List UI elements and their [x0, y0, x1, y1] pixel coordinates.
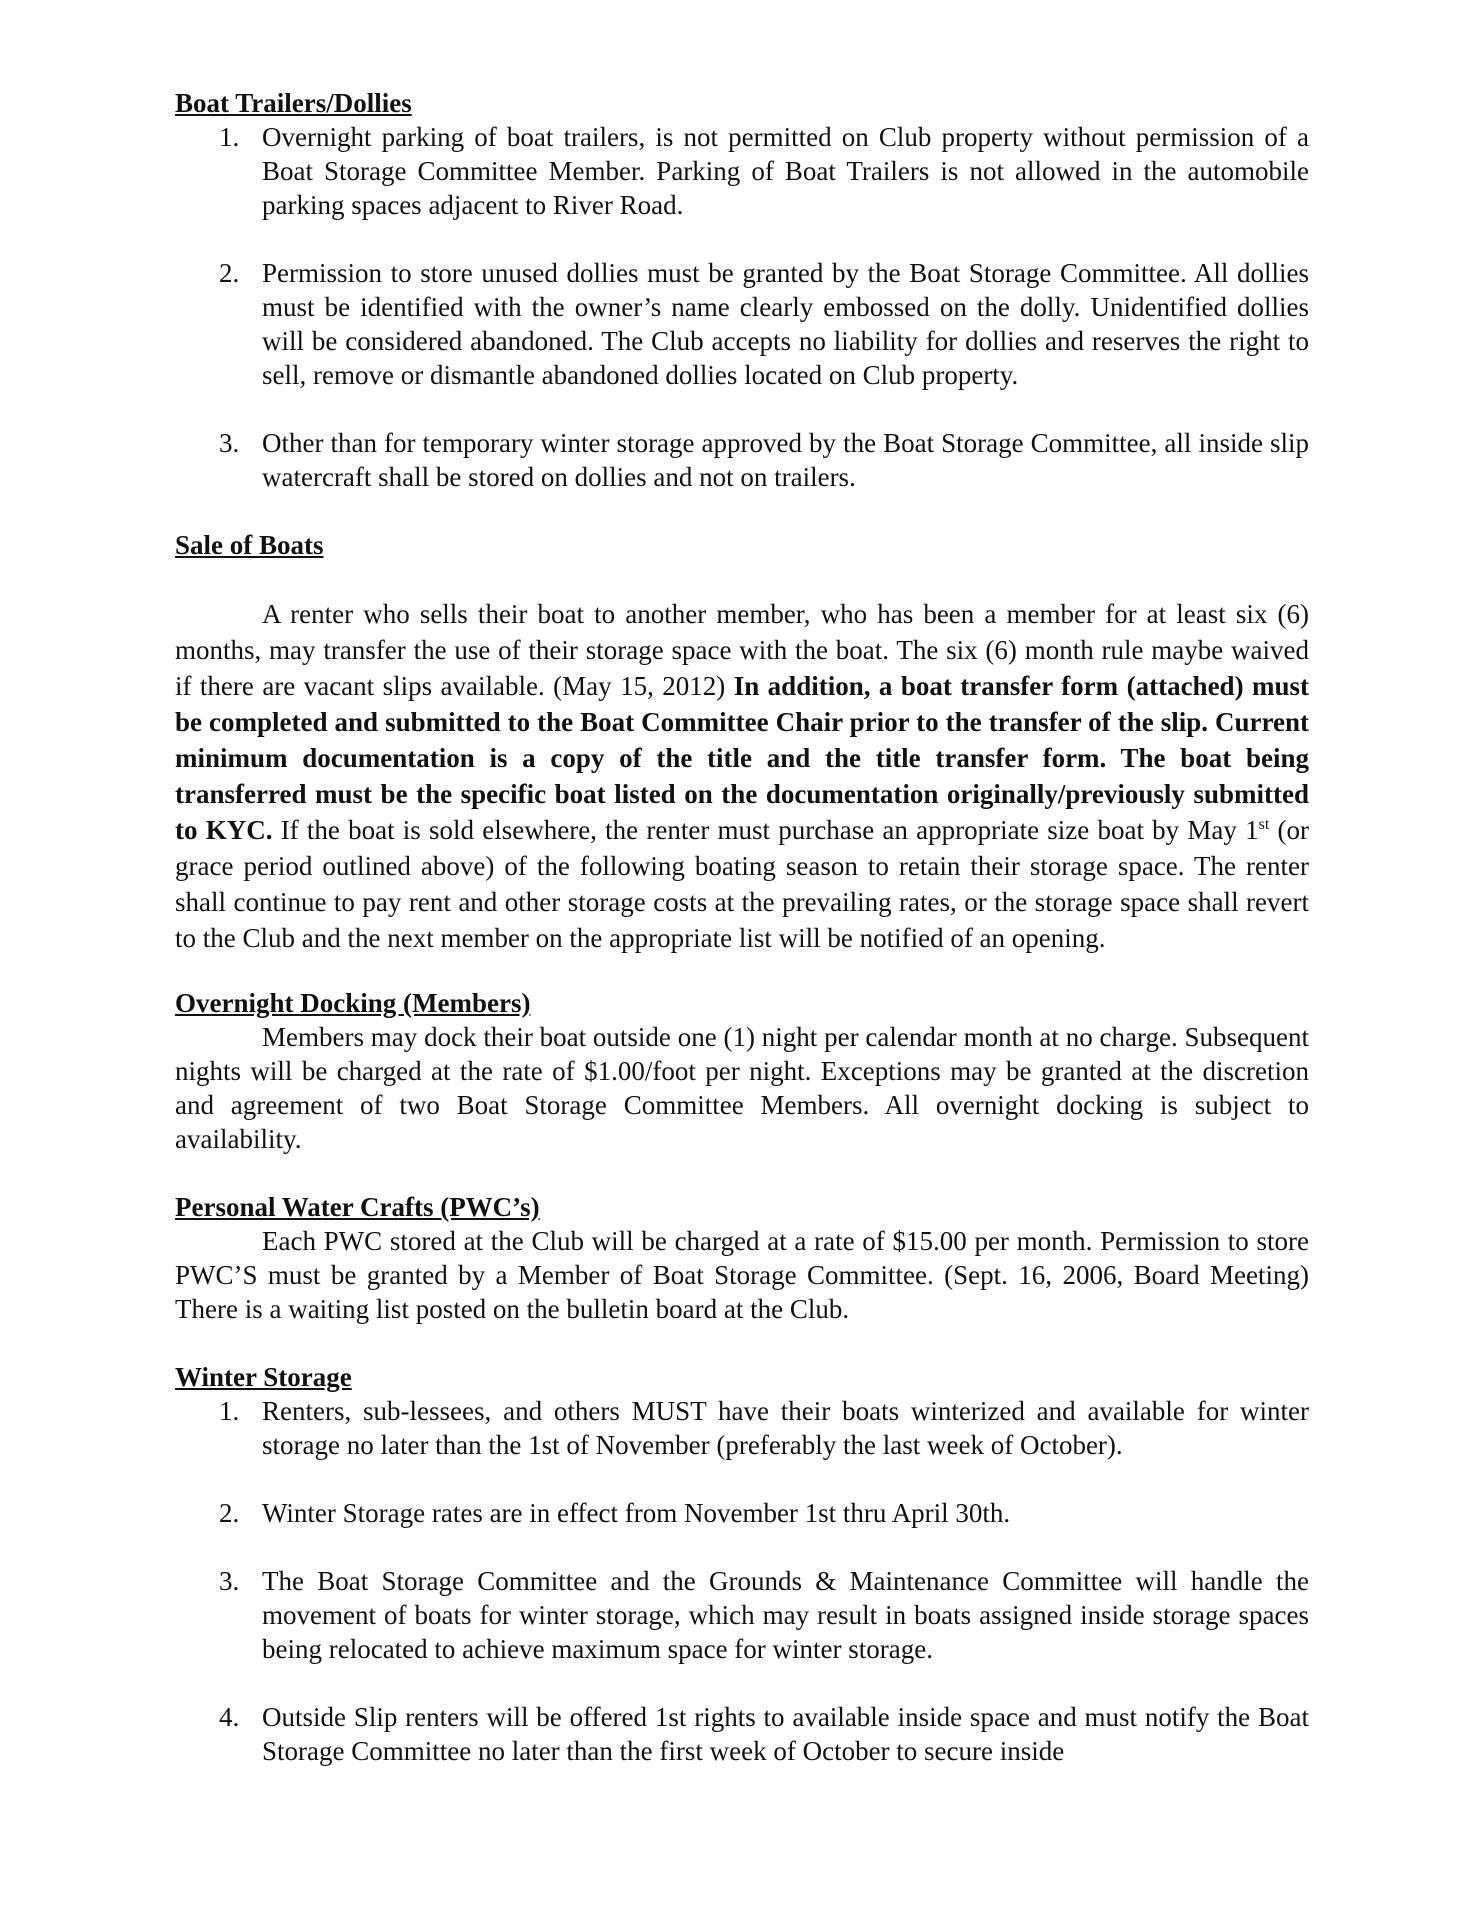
heading-winter-storage: Winter Storage	[175, 1362, 352, 1392]
list-item	[175, 256, 1309, 392]
section-winter-storage	[175, 1360, 1309, 1768]
list-text: Overnight parking of boat trailers, is not permitted on Club property without permission of a Boat Storage Committee Member. Parking of Boat Trailers is not allowed in the automobile parking spaces adjacent to River Road.	[262, 122, 1309, 220]
list-item	[175, 1496, 1309, 1530]
list-text: The Boat Storage Committee and the Grounds & Maintenance Committee will handle the movement of boats for winter storage, which may result in boats assigned inside storage spaces being relocated to achieve maximum space for winter storage.	[262, 1566, 1309, 1664]
sale-text-b: If the boat is sold elsewhere, the renter must purchase an appropriate size boat by May 1	[272, 815, 1259, 845]
sale-bold-text: In addition, a boat transfer form (attached) must be completed and submitted to the Boat Committee Chair prior to the transfer of the slip. Current minimum documentation is a copy of the title and the title transfer form. The boat being transferred must be the specific boat listed on the documentation originally/previously submitted to KYC.	[175, 671, 1309, 845]
list-number: 1.	[219, 1396, 240, 1426]
section-sale-of-boats	[175, 528, 1309, 956]
list-text: Renters, sub-lessees, and others MUST have their boats winterized and available for winter storage no later than the 1st of November (preferably the last week of October).	[262, 1396, 1309, 1460]
list-number: 1.	[219, 122, 240, 152]
list-number: 3.	[219, 428, 240, 458]
sale-text-a: A renter who sells their boat to another member, who has been a member for at least six (6) months, may transfer the use of their storage space with the boat. The six (6) month rule maybe waived if there are vacant slips available. (May 15, 2012)	[175, 599, 1309, 701]
overnight-paragraph: Members may dock their boat outside one (1) night per calendar month at no charge. Subsequent nights will be charged at the rate of $1.00/foot per night. Exceptions may be granted at the discretion and agreement of two Boat Storage Committee Members. All overnight docking is subject to availability.	[175, 1022, 1309, 1154]
section-pwc	[175, 1190, 1309, 1326]
list-item	[175, 1564, 1309, 1666]
pwc-paragraph: Each PWC stored at the Club will be charged at a rate of $15.00 per month. Permission to store PWC’S must be granted by a Member of Boat Storage Committee. (Sept. 16, 2006, Board Meeting) There is a waiting list posted on the bulletin board at the Club.	[175, 1226, 1309, 1324]
section-overnight-docking	[175, 986, 1309, 1156]
document-page	[175, 86, 1309, 1768]
list-number: 2.	[219, 258, 240, 288]
list-text: Other than for temporary winter storage approved by the Boat Storage Committee, all inside slip watercraft shall be stored on dollies and not on trailers.	[262, 428, 1309, 492]
list-item	[175, 1394, 1309, 1462]
sale-paragraph	[175, 596, 1309, 956]
heading-boat-trailers: Boat Trailers/Dollies	[175, 88, 412, 118]
section-boat-trailers	[175, 86, 1309, 494]
list-item	[175, 426, 1309, 494]
heading-sale-of-boats: Sale of Boats	[175, 530, 324, 560]
list-item	[175, 1700, 1309, 1768]
trailers-list	[175, 120, 1309, 494]
winter-list	[175, 1394, 1309, 1768]
list-text: Winter Storage rates are in effect from November 1st thru April 30th.	[262, 1498, 1011, 1528]
list-text: Permission to store unused dollies must be granted by the Boat Storage Committee. All dollies must be identified with the owner’s name clearly embossed on the dolly. Unidentified dollies will be considered abandoned. The Club accepts no liability for dollies and reserves the right to sell, remove or dismantle abandoned dollies located on Club property.	[262, 258, 1309, 390]
list-number: 2.	[219, 1498, 240, 1528]
list-number: 4.	[219, 1702, 240, 1732]
sale-text-c: (or grace period outlined above) of the following boating season to retain their storage space. The renter shall continue to pay rent and other storage costs at the prevailing rates, or the storage space shall revert to the Club and the next member on the appropriate list will be notified of an opening.	[175, 815, 1309, 953]
sale-superscript: st	[1258, 816, 1270, 833]
list-text: Outside Slip renters will be offered 1st rights to available inside space and must notify the Boat Storage Committee no later than the first week of October to secure inside	[262, 1702, 1309, 1766]
list-item	[175, 120, 1309, 222]
heading-overnight-docking: Overnight Docking (Members)	[175, 988, 531, 1018]
list-number: 3.	[219, 1566, 240, 1596]
heading-pwc: Personal Water Crafts (PWC’s)	[175, 1192, 540, 1222]
